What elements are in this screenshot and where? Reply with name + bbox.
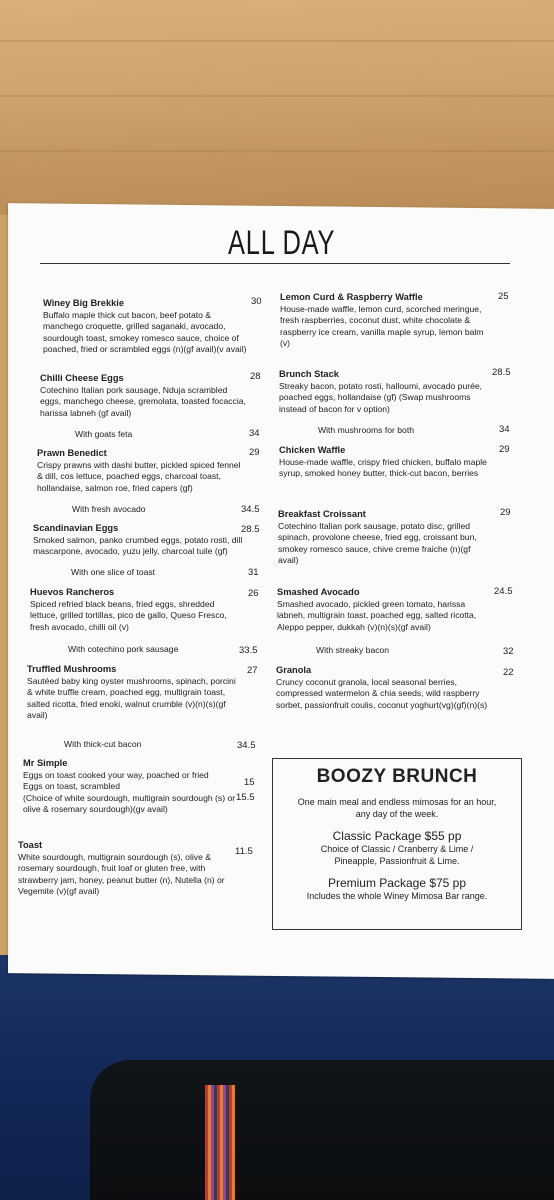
item-price: 28.5 xyxy=(241,524,260,535)
item-addon: With streaky bacon xyxy=(316,645,390,655)
item-name: Mr Simple xyxy=(23,758,68,768)
menu-item xyxy=(30,587,242,633)
item-desc: Spiced refried black beans, fried eggs, shredded lettuce, grilled tortillas, pico de gallo, Queso Fresco, fresh avocado, chilli oil (v) xyxy=(30,598,227,632)
item-desc: Buffalo maple thick cut bacon, beef potato & manchego croquette, grilled saganaki, avocado, sourdough toast, smokey romesco sauce, choice of poached, fried or scrambled eggs (n)(gf avail)(v avail) xyxy=(43,309,247,354)
item-line: Eggs on toast cooked your way, poached or fried xyxy=(23,769,209,780)
menu-item xyxy=(40,373,250,419)
menu-item xyxy=(33,523,245,558)
addon-price: 34.5 xyxy=(241,504,260,515)
boozy-title: BOOZY BRUNCH xyxy=(316,766,478,787)
menu-item xyxy=(280,292,490,350)
premium-package-desc: Includes the whole Winey Mimosa Bar range. xyxy=(306,891,488,901)
addon-price: 33.5 xyxy=(239,645,258,656)
menu-item xyxy=(276,665,490,711)
item-price: 26 xyxy=(248,588,259,599)
addon-price: 34.5 xyxy=(237,740,256,751)
boozy-subtitle: One main meal and endless mimosas for an hour, any day of the week. xyxy=(297,797,497,819)
item-desc: House-made waffle, crispy fried chicken, buffalo maple syrup, smoked honey butter, thick-cut bacon, berries xyxy=(279,456,487,478)
item-desc: Smashed avocado, pickled green tomato, harissa labneh, multigrain toast, poached egg, salted ricotta, Aleppo pepper, dukkah (v)(n)(s)(gf avail) xyxy=(277,598,477,632)
classic-package-title: Classic Package $55 pp xyxy=(332,829,462,843)
item-name: Chicken Waffle xyxy=(279,445,346,455)
item-name: Lemon Curd & Raspberry Waffle xyxy=(280,292,423,302)
item-desc: White sourdough, multigrain sourdough (s), olive & rosemary sourdough, fruit loaf or gluten free, with strawberry jam, honey, peanut butter (n), Nutella (n) or Vegemite (v)(gf avail) xyxy=(18,851,225,896)
boozy-brunch-box xyxy=(272,758,522,930)
menu-item xyxy=(279,445,489,480)
item-name: Truffled Mushrooms xyxy=(27,664,117,674)
item-name: Prawn Benedict xyxy=(37,448,107,458)
item-addon: With cotechino pork sausage xyxy=(68,644,179,654)
item-desc: (Choice of white sourdough, multigrain sourdough (s) or olive & rosemary sourdough)(gv avail) xyxy=(23,792,236,814)
item-name: Winey Big Brekkie xyxy=(43,298,125,308)
menu-item xyxy=(27,664,242,722)
item-price: 15 xyxy=(244,777,255,788)
item-price: 11.5 xyxy=(235,846,253,857)
item-price: 24.5 xyxy=(494,586,513,597)
wood-grain xyxy=(0,95,554,97)
wooden-table xyxy=(0,0,554,215)
item-price: 25 xyxy=(498,291,509,302)
item-desc: House-made waffle, lemon curd, scorched meringue, fresh raspberries, coconut dust, white chocolate & raspberry ice cream, vanilla maple syrup, lemon balm (v) xyxy=(280,303,484,348)
title-divider xyxy=(40,263,510,264)
menu-item xyxy=(23,758,238,816)
item-line: Eggs on toast, scrambled xyxy=(23,781,120,791)
item-addon: With thick-cut bacon xyxy=(64,739,142,749)
page-title: ALL DAY xyxy=(228,224,336,262)
item-desc: Cruncy coconut granola, local seasonal berries, compressed watermelon & chia seeds, wild raspberry sorbet, passionfruit coulis, coconut yoghurt(vg)(gf)(n)(s) xyxy=(276,676,488,710)
item-desc: Cotechino Italian pork sausage, potato disc, grilled spinach, provolone cheese, fried egg, croissant bun, smokey romesco sauce, chive creme fraiche (n)(gf avail) xyxy=(278,520,477,565)
item-price: 28 xyxy=(250,371,261,382)
item-price: 29 xyxy=(500,507,511,518)
item-price: 29 xyxy=(249,447,260,458)
menu-item xyxy=(37,448,247,494)
item-desc: Sautéed baby king oyster mushrooms, spinach, porcini & white truffle cream, poached egg, multigrain toast, salted ricotta, fried enoki, walnut crumble (v)(n)(s)(gf avail) xyxy=(27,675,236,720)
item-addon: With one slice of toast xyxy=(71,567,156,577)
item-name: Smashed Avocado xyxy=(277,587,360,597)
item-price: 30 xyxy=(251,296,262,307)
item-name: Huevos Rancheros xyxy=(30,587,115,597)
item-desc: Smoked salmon, panko crumbed eggs, potato rosti, dill mascarpone, avocado, yuzu jelly, charcoal tuile (gf) xyxy=(33,534,243,556)
item-name: Breakfast Croissant xyxy=(278,509,366,519)
item-price: 22 xyxy=(503,667,514,678)
menu-item xyxy=(18,840,243,898)
striped-strap xyxy=(205,1085,235,1200)
item-name: Toast xyxy=(18,840,43,850)
menu-item xyxy=(43,298,253,356)
item-desc: Streaky bacon, potato rosti, halloumi, avocado purée, poached eggs, hollandaise (gf) (Swap mushrooms instead of bacon for v option) xyxy=(279,380,483,414)
item-name: Granola xyxy=(276,665,312,675)
item-name: Brunch Stack xyxy=(279,369,339,379)
addon-price: 32 xyxy=(503,646,514,657)
menu-item xyxy=(279,369,489,415)
item-desc: Cotechino Italian pork sausage, Nduja scrambled eggs, manchego cheese, gremolata, toasted focaccia, harissa labneh (gf avail) xyxy=(40,384,246,418)
item-name: Chilli Cheese Eggs xyxy=(40,373,124,383)
item-price: 27 xyxy=(247,665,258,676)
addon-price: 34 xyxy=(249,428,260,439)
wood-grain xyxy=(0,150,554,152)
menu-item xyxy=(278,509,490,567)
addon-price: 31 xyxy=(248,567,259,578)
item-desc: Crispy prawns with dashi butter, pickled spiced fennel & dill, cos lettuce, poached eggs, charcoal toast, hollandaise, salmon roe, fried capers (gf) xyxy=(37,459,241,493)
dark-fabric xyxy=(90,1060,554,1200)
premium-package-title: Premium Package $75 pp xyxy=(327,876,467,890)
item-addon: With mushrooms for both xyxy=(318,425,414,435)
addon-price: 34 xyxy=(499,424,510,435)
item-addon: With fresh avocado xyxy=(72,504,146,514)
menu-item xyxy=(277,587,491,633)
item-price: 29 xyxy=(499,444,510,455)
item-addon: With goats feta xyxy=(75,429,133,439)
item-price: 28.5 xyxy=(492,367,511,378)
item-name: Scandinavian Eggs xyxy=(33,523,119,533)
wood-grain xyxy=(0,40,554,42)
item-price: 15.5 xyxy=(236,792,255,803)
classic-package-desc: Choice of Classic / Cranberry & Lime / Pineapple, Passionfruit & Lime. xyxy=(320,844,474,866)
